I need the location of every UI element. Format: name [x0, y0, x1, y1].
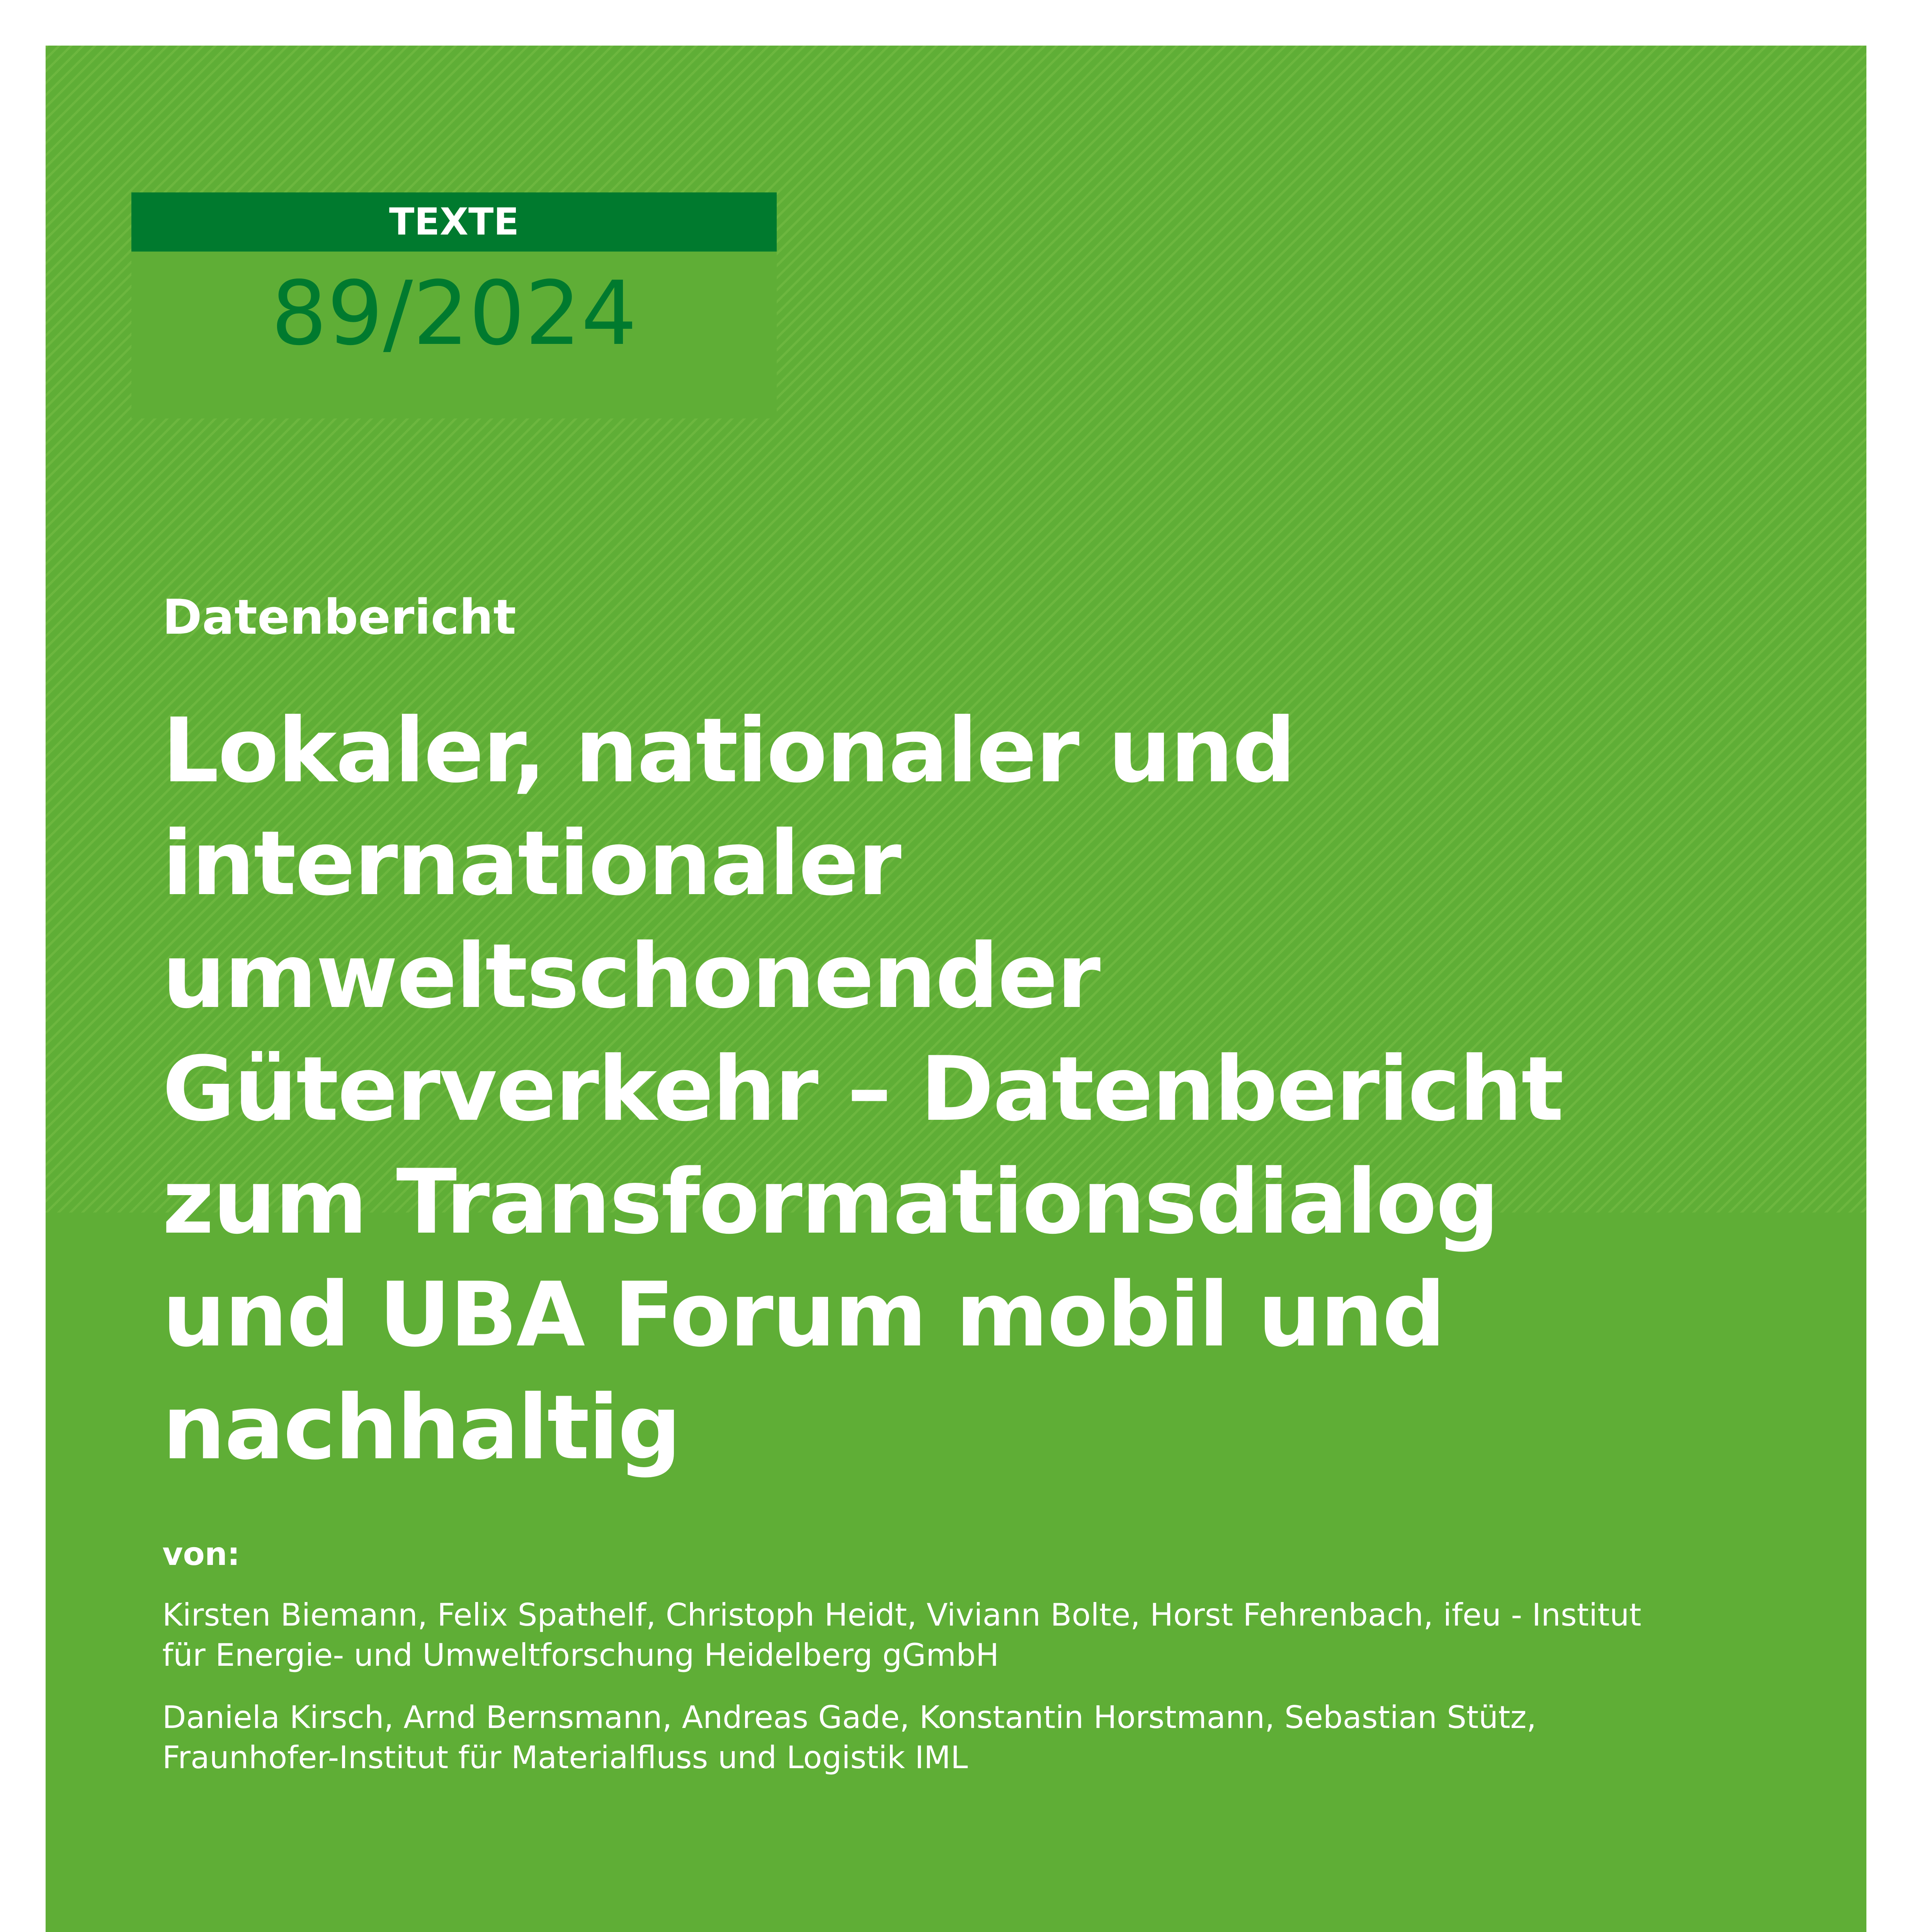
title-line: nachhaltig — [162, 1376, 680, 1480]
series-badge — [131, 192, 777, 418]
series-label: TEXTE — [131, 192, 777, 252]
document-title — [162, 695, 1747, 1485]
author-line: Kirsten Biemann, Felix Spathelf, Christoph Heidt, Viviann Bolte, Horst Fehrenbach, ifeu - Institut — [162, 1597, 1642, 1633]
authors-label: von: — [162, 1536, 240, 1573]
cover-background — [46, 46, 1866, 1932]
report-type: Datenbericht — [162, 590, 516, 645]
title-line: zum Transformationsdialog — [162, 1151, 1499, 1254]
title-line: und UBA Forum mobil und — [162, 1264, 1445, 1367]
author-group-ifeu — [162, 1595, 1785, 1675]
series-number: 89/2024 — [131, 252, 777, 418]
title-line: umweltschonender — [162, 925, 1100, 1028]
author-group-iml — [162, 1697, 1785, 1778]
title-line: internationaler — [162, 812, 900, 915]
author-line: für Energie- und Umweltforschung Heidelberg gGmbH — [162, 1637, 999, 1673]
author-line: Daniela Kirsch, Arnd Bernsmann, Andreas Gade, Konstantin Horstmann, Sebastian Stütz, — [162, 1699, 1536, 1735]
author-line: Fraunhofer-Institut für Materialfluss und Logistik IML — [162, 1740, 968, 1776]
title-line: Lokaler, nationaler und — [162, 699, 1295, 803]
title-line: Güterverkehr – Datenbericht — [162, 1038, 1563, 1141]
